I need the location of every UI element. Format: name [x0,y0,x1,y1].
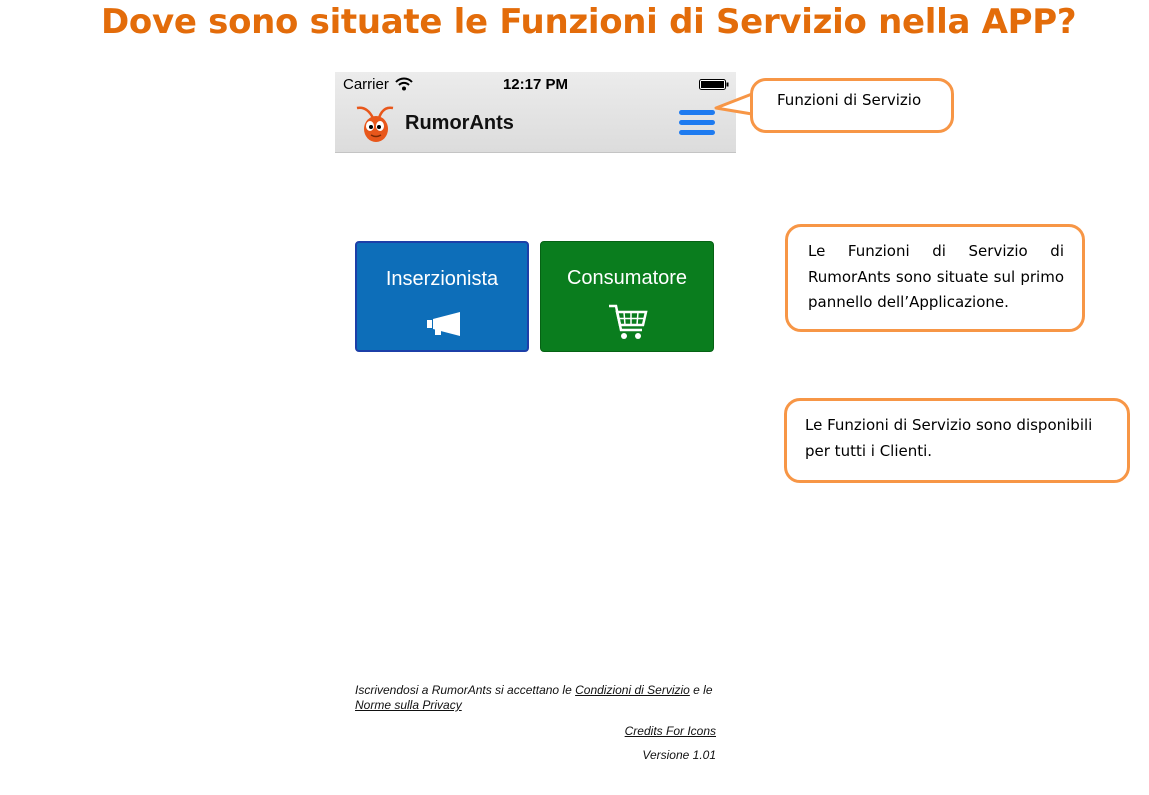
shopping-cart-icon [608,304,648,342]
callout-location: Le Funzioni di Servizio di RumorAnts sono situate sul primo pannello dell’Applicazione. [785,224,1085,332]
hamburger-menu-icon[interactable] [679,110,715,136]
battery-icon [699,79,729,90]
slide-title: Dove sono situate le Funzioni di Servizio nella APP? [101,2,1077,42]
status-time: 12:17 PM [502,76,569,93]
footer-credits [355,724,716,738]
app-name: RumorAnts [405,112,514,134]
consumer-button[interactable] [540,241,714,352]
advertiser-button[interactable] [355,241,529,352]
ant-logo-icon [353,102,397,146]
megaphone-icon [426,311,462,337]
privacy-policy-link[interactable]: Norme sulla Privacy [355,698,462,712]
callout-menu: Funzioni di Servizio [750,78,954,133]
footer-terms [355,683,720,713]
credits-link[interactable]: Credits For Icons [624,724,716,738]
callout-availability: Le Funzioni di Servizio sono disponibili per tutti i Clienti. [784,398,1130,483]
terms-conjunction: e le [689,683,713,697]
app-header [335,72,736,153]
advertiser-label: Inserzionista [385,268,499,290]
consumer-label: Consumatore [566,267,688,289]
terms-of-service-link[interactable]: Condizioni di Servizio [575,683,690,697]
app-version: Versione 1.01 [642,748,716,762]
terms-text: Iscrivendosi a RumorAnts si accettano le [355,683,576,697]
status-carrier: Carrier [343,76,389,93]
